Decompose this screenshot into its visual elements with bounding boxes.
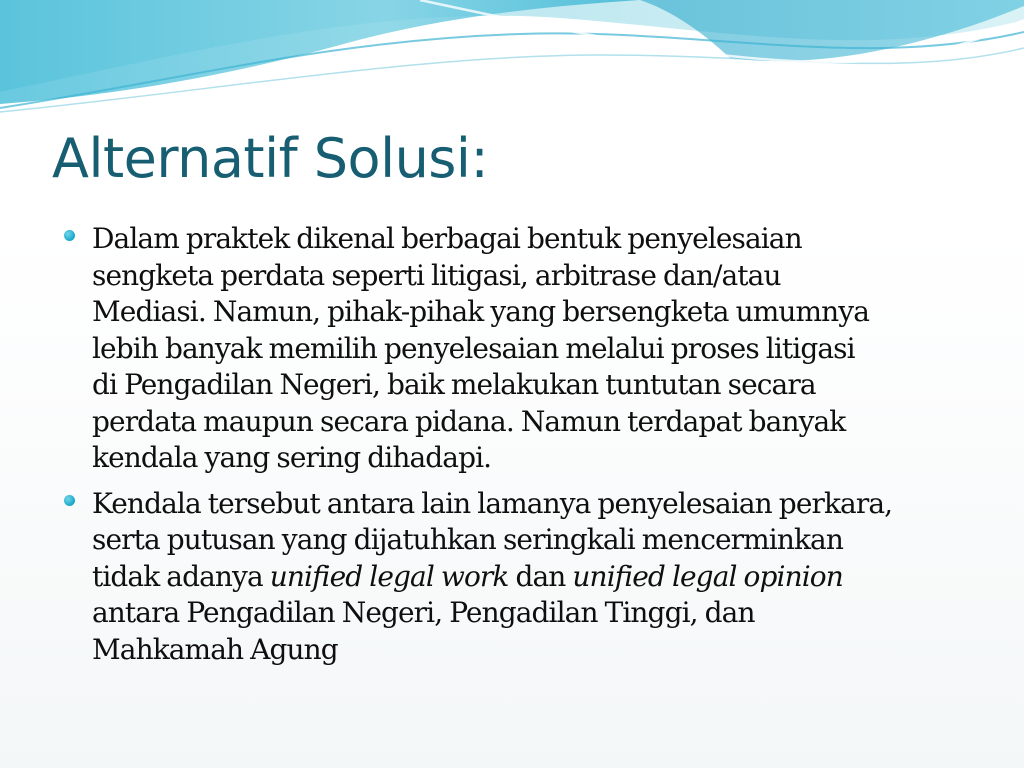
bullet-2-line-2: serta putusan yang dijatuhkan seringkali mencerminkan [92,523,843,556]
bullet-dot-icon [64,230,75,241]
bullet-1-line-6: perdata maupun secara pidana. Namun terdapat banyak [92,404,846,438]
bullet-dot-icon [64,495,75,506]
bullet-1-line-4: lebih banyak memilih penyelesaian melalui proses litigasi [92,331,855,365]
bullet-2-line-3-text-b: dan [508,559,573,593]
bullet-1-line-7: kendala yang sering dihadapi. [92,441,492,474]
bullet-2-line-1: Kendala tersebut antara lain lamanya penyelesaian perkara, [92,486,893,520]
italic-term-unified-legal-opinion: unified legal opinion [572,559,843,593]
italic-term-unified-legal-work: unified legal work [269,559,509,593]
bullet-item-2 [92,486,992,669]
bullet-item-1 [92,221,992,477]
bullet-1-line-2: sengketa perdata seperti litigasi, arbitrase dan/atau [92,258,781,292]
bullet-list [92,221,992,677]
bullet-1-line-5: di Pengadilan Negeri, baik melakukan tuntutan secara [92,368,816,401]
bullet-2-line-5: Mahkamah Agung [92,632,338,666]
slide-title: Alternatif Solusi: [52,127,489,190]
bullet-1-line-1: Dalam praktek dikenal berbagai bentuk penyelesaian [92,222,802,255]
bullet-2-line-4: antara Pengadilan Negeri, Pengadilan Tinggi, dan [92,596,755,629]
bullet-2-line-3-text-a: tidak adanya [92,559,270,593]
bullet-1-line-3: Mediasi. Namun, pihak-pihak yang bersengketa umumnya [92,295,870,328]
bullet-2-line-3 [92,559,992,596]
header-wave-decoration [0,0,1024,130]
